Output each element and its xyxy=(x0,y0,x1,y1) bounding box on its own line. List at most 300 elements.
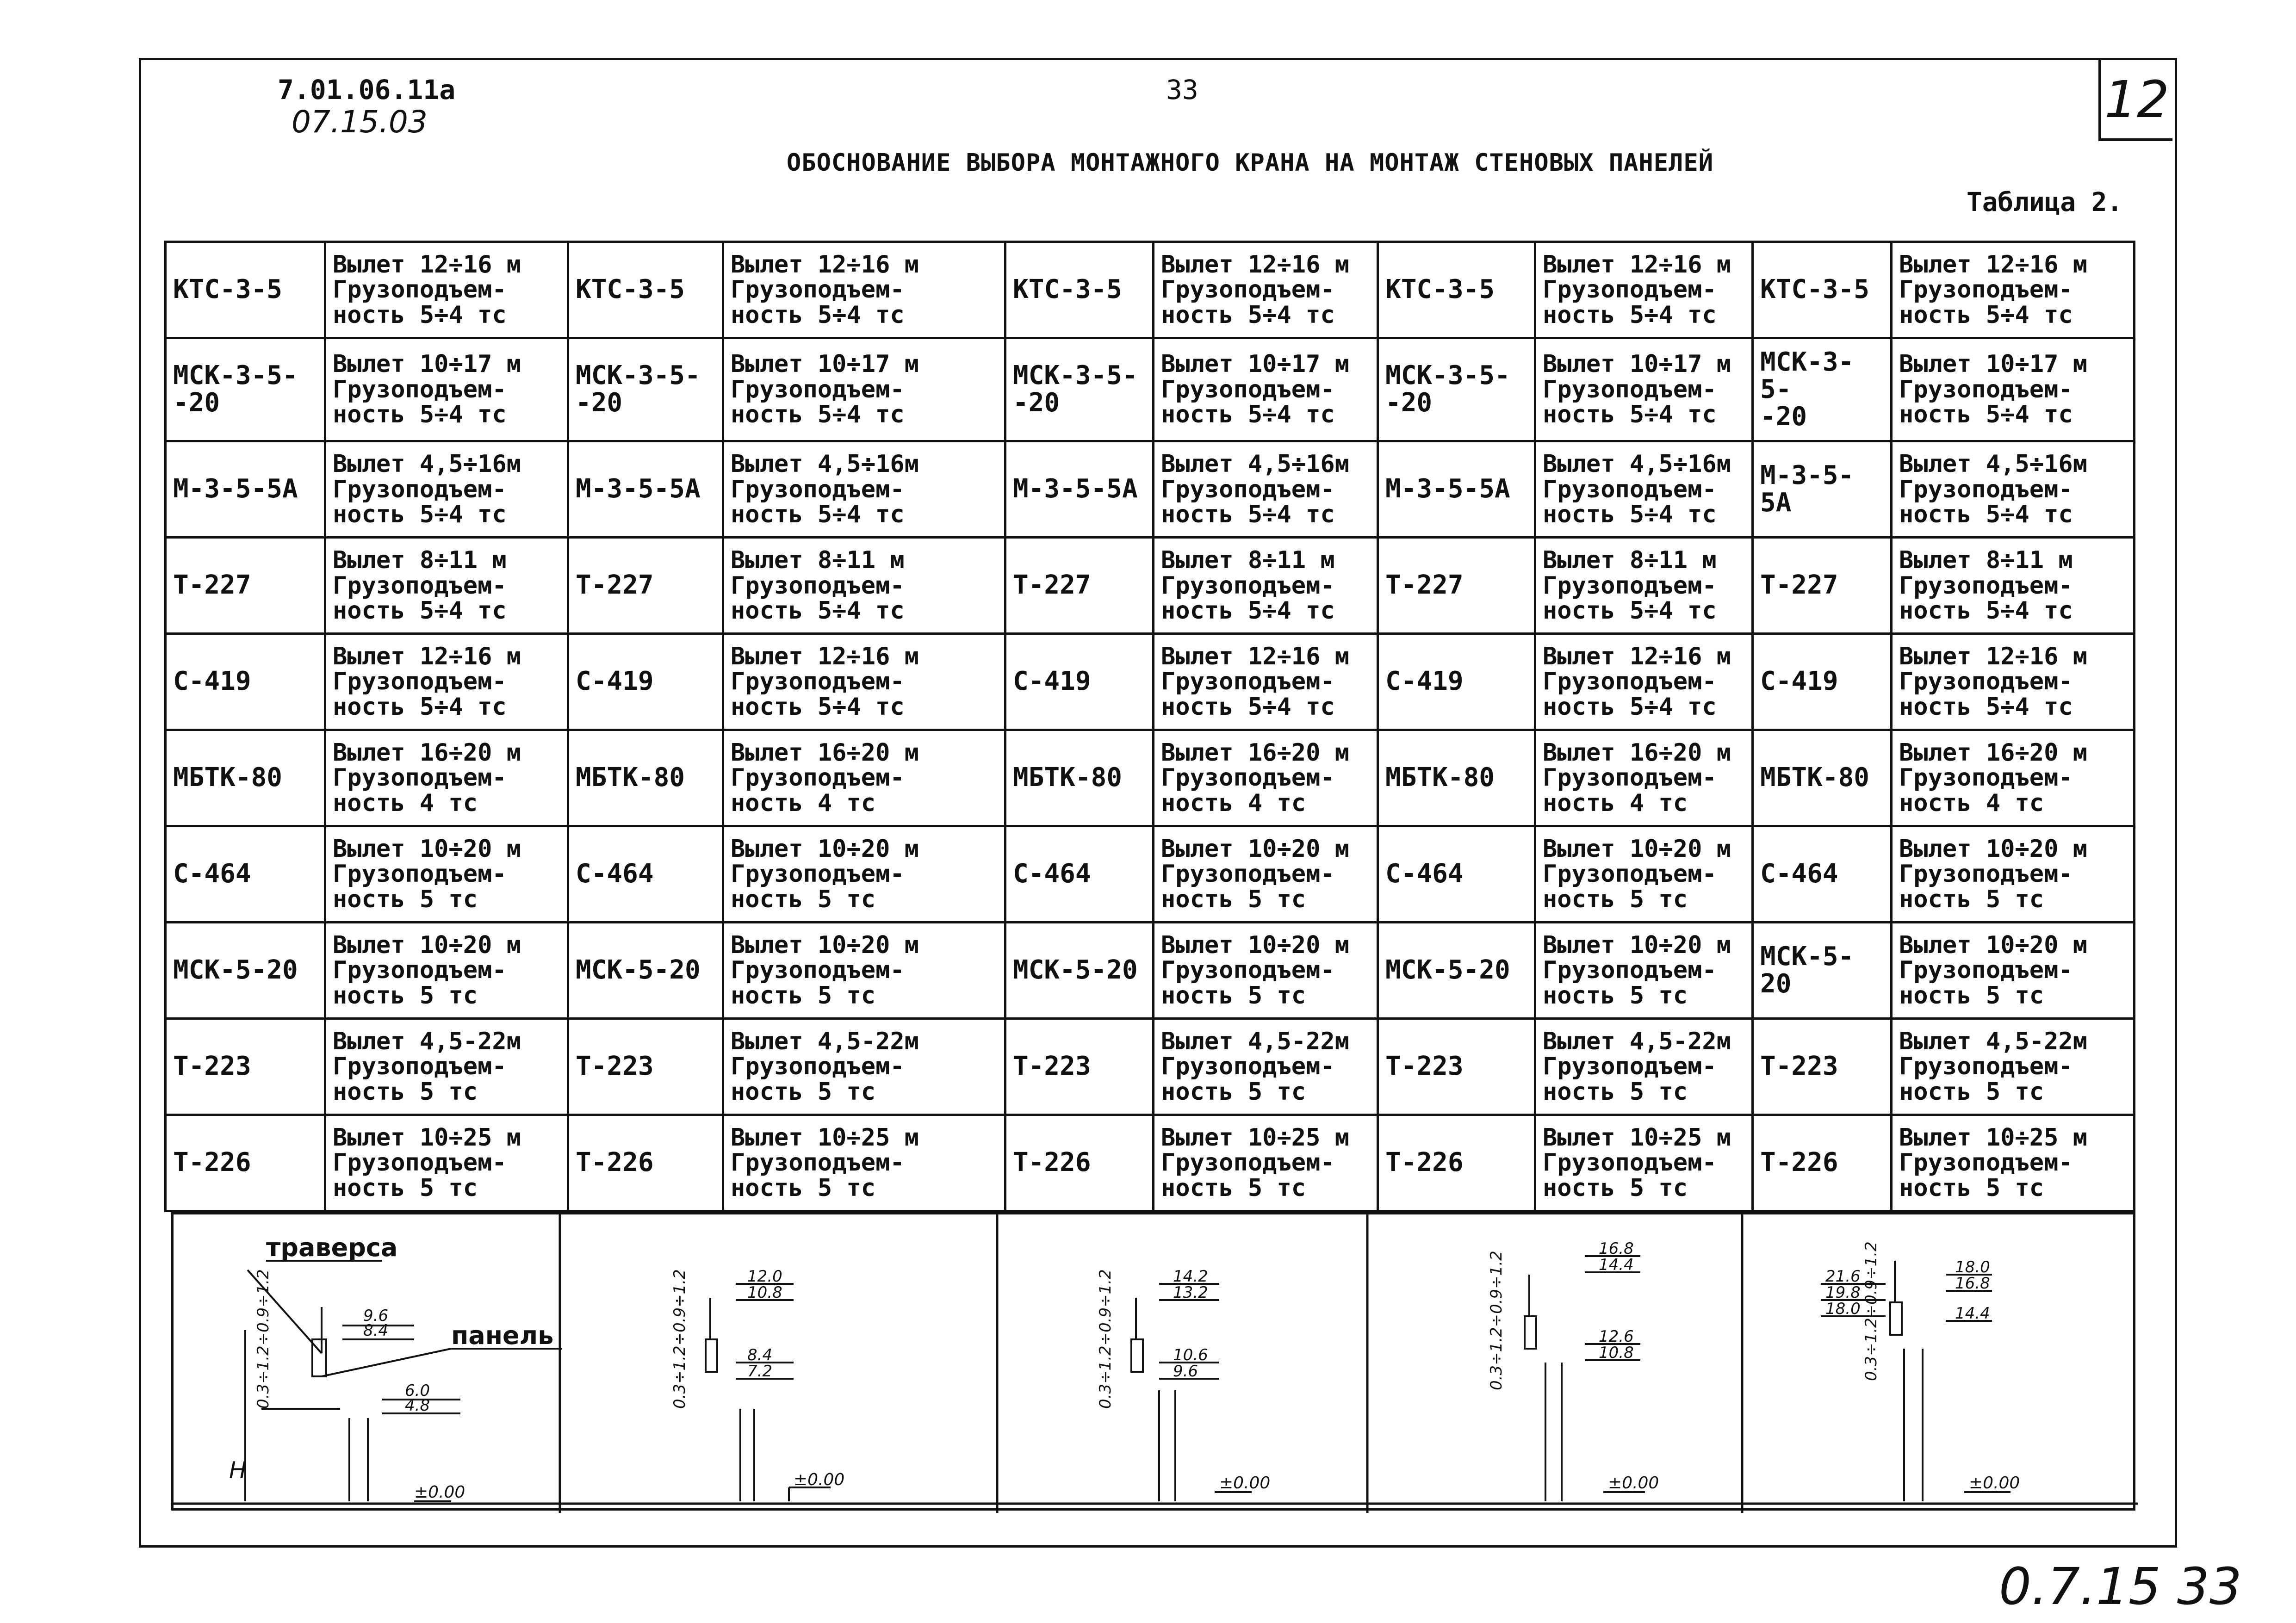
spec-cap2: ность 5÷4 тс xyxy=(333,693,507,721)
spec-cap1: Грузоподъем- xyxy=(1899,475,2073,503)
crane-name: С-464 xyxy=(1753,826,1892,923)
crane-name: МСК-5-20 xyxy=(1753,923,1892,1019)
crane-name: Т-227 xyxy=(1378,538,1535,634)
spec-cap2: ность 5÷4 тс xyxy=(1899,301,2073,329)
crane-spec xyxy=(325,538,568,634)
crane-diagrams xyxy=(174,1214,2138,1513)
document-code: 7.01.06.11a xyxy=(278,74,456,105)
d1-zero: ±0.00 xyxy=(414,1483,465,1502)
crane-name: МБТК-80 xyxy=(1005,730,1154,826)
spec-reach: Вылет 10÷25 м xyxy=(731,1123,919,1152)
crane-spec xyxy=(1892,538,2135,634)
spec-cap1: Грузоподъем- xyxy=(1543,571,1717,600)
crane-spec xyxy=(723,826,1005,923)
crane-name: Т-226 xyxy=(1005,1115,1154,1211)
spec-cap2: ность 4 тс xyxy=(731,789,876,817)
crane-spec xyxy=(1154,730,1378,826)
crane-spec xyxy=(1535,338,1753,441)
diagram-2 xyxy=(706,1284,831,1501)
table-row xyxy=(166,538,2135,634)
spec-cap1: Грузоподъем- xyxy=(1161,375,1335,403)
spec-cap2: ность 5÷4 тс xyxy=(1161,501,1335,529)
spec-reach: Вылет 10÷25 м xyxy=(333,1123,521,1152)
spec-cap1: Грузоподъем- xyxy=(1899,375,2073,403)
spec-cap2: ность 5÷4 тс xyxy=(1899,693,2073,721)
crane-spec xyxy=(1154,634,1378,730)
diagram-4 xyxy=(1525,1256,1645,1501)
crane-spec xyxy=(325,1019,568,1115)
spec-reach: Вылет 10÷20 м xyxy=(333,931,521,959)
table-row xyxy=(166,826,2135,923)
spec-cap2: ность 5÷4 тс xyxy=(731,301,905,329)
spec-cap1: Грузоподъем- xyxy=(333,764,507,792)
spec-cap2: ность 5 тс xyxy=(1899,1078,2044,1106)
crane-name: С-464 xyxy=(166,826,325,923)
crane-name: Т-223 xyxy=(568,1019,723,1115)
crane-spec xyxy=(325,826,568,923)
spec-cap2: ность 5 тс xyxy=(1161,1174,1306,1202)
spec-reach: Вылет 4,5÷16м xyxy=(333,450,521,478)
crane-spec xyxy=(325,242,568,338)
spec-reach: Вылет 4,5-22м xyxy=(1899,1027,2087,1055)
d5-mark-left-2: 19.8 xyxy=(1825,1283,1861,1302)
crane-spec xyxy=(723,242,1005,338)
spec-cap1: Грузоподъем- xyxy=(1899,1053,2073,1081)
spec-cap2: ность 5 тс xyxy=(731,885,876,913)
crane-name: С-419 xyxy=(568,634,723,730)
crane-spec xyxy=(1154,441,1378,538)
spec-reach: Вылет 4,5÷16м xyxy=(1899,450,2087,478)
d2-zero: ±0.00 xyxy=(794,1470,845,1489)
page-number: 33 xyxy=(1166,74,1198,105)
crane-spec xyxy=(1154,923,1378,1019)
spec-reach: Вылет 10÷25 м xyxy=(1161,1123,1349,1152)
crane-spec xyxy=(1535,923,1753,1019)
crane-name: Т-223 xyxy=(1378,1019,1535,1115)
table-row xyxy=(166,634,2135,730)
crane-name: Т-223 xyxy=(166,1019,325,1115)
spec-reach: Вылет 10÷20 м xyxy=(1543,931,1731,959)
spec-cap2: ность 5÷4 тс xyxy=(1161,597,1335,625)
spec-cap1: Грузоподъем- xyxy=(1161,475,1335,503)
spec-cap1: Грузоподъем- xyxy=(1543,668,1717,696)
spec-reach: Вылет 10÷20 м xyxy=(1543,835,1731,863)
spec-cap1: Грузоподъем- xyxy=(333,375,507,403)
spec-reach: Вылет 12÷16 м xyxy=(1543,250,1731,279)
d4-dim-vertical: 0.3÷1.2÷0.9÷1.2 xyxy=(1487,1251,1506,1390)
crane-name: Т-223 xyxy=(1005,1019,1154,1115)
crane-spec xyxy=(1892,826,2135,923)
spec-reach: Вылет 4,5-22м xyxy=(1161,1027,1349,1055)
crane-spec xyxy=(325,634,568,730)
crane-spec xyxy=(1535,730,1753,826)
crane-name: М-3-5-5А xyxy=(166,441,325,538)
spec-cap1: Грузоподъем- xyxy=(1161,668,1335,696)
spec-reach: Вылет 8÷11 м xyxy=(731,546,905,574)
spec-cap1: Грузоподъем- xyxy=(731,571,905,600)
crane-spec xyxy=(1892,730,2135,826)
crane-name: МСК-3-5- -20 xyxy=(568,338,723,441)
spec-cap2: ность 5 тс xyxy=(1543,1078,1688,1106)
spec-cap2: ность 5 тс xyxy=(1543,1174,1688,1202)
d5-mark-right-1: 18.0 xyxy=(1955,1258,1990,1276)
spec-cap1: Грузоподъем- xyxy=(1543,475,1717,503)
crane-name: Т-223 xyxy=(1753,1019,1892,1115)
spec-reach: Вылет 4,5-22м xyxy=(333,1027,521,1055)
table-row xyxy=(166,441,2135,538)
crane-spec xyxy=(325,730,568,826)
crane-spec xyxy=(1535,1115,1753,1211)
spec-cap1: Грузоподъем- xyxy=(1161,860,1335,888)
spec-cap2: ность 5 тс xyxy=(333,1078,478,1106)
spec-cap2: ность 5÷4 тс xyxy=(1543,693,1717,721)
crane-spec xyxy=(325,338,568,441)
d2-mark-4: 7.2 xyxy=(747,1362,773,1381)
spec-cap2: ность 5 тс xyxy=(1899,1174,2044,1202)
spec-reach: Вылет 12÷16 м xyxy=(1899,250,2087,279)
spec-reach: Вылет 10÷17 м xyxy=(1543,350,1731,378)
crane-name: КТС-3-5 xyxy=(166,242,325,338)
spec-cap1: Грузоподъем- xyxy=(731,668,905,696)
d1-mark-4: 4.8 xyxy=(405,1396,430,1415)
spec-reach: Вылет 10÷20 м xyxy=(731,931,919,959)
spec-reach: Вылет 12÷16 м xyxy=(1899,642,2087,670)
spec-cap2: ность 5÷4 тс xyxy=(333,597,507,625)
crane-spec xyxy=(1535,826,1753,923)
crane-spec xyxy=(1892,441,2135,538)
spec-reach: Вылет 10÷17 м xyxy=(731,350,919,378)
crane-name: МСК-3-5- -20 xyxy=(1005,338,1154,441)
spec-cap2: ность 5 тс xyxy=(1899,981,2044,1010)
spec-cap2: ность 5÷4 тс xyxy=(731,693,905,721)
spec-cap2: ность 5÷4 тс xyxy=(1543,401,1717,429)
spec-reach: Вылет 8÷11 м xyxy=(1899,546,2073,574)
spec-cap1: Грузоподъем- xyxy=(1899,571,2073,600)
crane-name: М-3-5-5А xyxy=(1378,441,1535,538)
spec-cap2: ность 5 тс xyxy=(1161,885,1306,913)
spec-cap2: ность 5÷4 тс xyxy=(333,401,507,429)
spec-reach: Вылет 10÷25 м xyxy=(1543,1123,1731,1152)
spec-reach: Вылет 16÷20 м xyxy=(1899,738,2087,767)
crane-spec xyxy=(1154,538,1378,634)
crane-name: КТС-3-5 xyxy=(568,242,723,338)
crane-spec xyxy=(1892,338,2135,441)
crane-spec xyxy=(1535,242,1753,338)
spec-reach: Вылет 12÷16 м xyxy=(1543,642,1731,670)
spec-cap1: Грузоподъем- xyxy=(1543,276,1717,304)
crane-name: МБТК-80 xyxy=(166,730,325,826)
crane-spec xyxy=(723,1019,1005,1115)
d4-zero: ±0.00 xyxy=(1608,1474,1659,1493)
spec-reach: Вылет 10÷20 м xyxy=(1899,835,2087,863)
spec-reach: Вылет 8÷11 м xyxy=(1161,546,1335,574)
spec-cap2: ность 4 тс xyxy=(333,789,478,817)
spec-cap1: Грузоподъем- xyxy=(1161,1053,1335,1081)
spec-reach: Вылет 10÷20 м xyxy=(333,835,521,863)
d2-mark-3: 8.4 xyxy=(747,1346,773,1364)
spec-cap1: Грузоподъем- xyxy=(1899,276,2073,304)
spec-reach: Вылет 4,5÷16м xyxy=(1543,450,1731,478)
d3-mark-4: 9.6 xyxy=(1173,1362,1198,1381)
crane-name: МБТК-80 xyxy=(568,730,723,826)
crane-name: Т-226 xyxy=(1753,1115,1892,1211)
spec-cap1: Грузоподъем- xyxy=(333,1053,507,1081)
spec-cap1: Грузоподъем- xyxy=(731,1149,905,1177)
crane-name: Т-226 xyxy=(568,1115,723,1211)
sheet-number: 12 xyxy=(2104,69,2169,129)
spec-cap1: Грузоподъем- xyxy=(1899,668,2073,696)
spec-reach: Вылет 12÷16 м xyxy=(333,642,521,670)
d5-dim-vertical: 0.3÷1.2÷0.9÷1.2 xyxy=(1862,1241,1880,1381)
spec-cap2: ность 5÷4 тс xyxy=(333,301,507,329)
crane-diagrams-panel xyxy=(171,1212,2135,1511)
crane-spec xyxy=(1154,1019,1378,1115)
d2-dim-vertical: 0.3÷1.2÷0.9÷1.2 xyxy=(670,1269,689,1409)
spec-cap2: ность 5÷4 тс xyxy=(1543,301,1717,329)
spec-cap1: Грузоподъем- xyxy=(1161,764,1335,792)
crane-name: МБТК-80 xyxy=(1378,730,1535,826)
spec-cap1: Грузоподъем- xyxy=(731,276,905,304)
spec-cap1: Грузоподъем- xyxy=(731,475,905,503)
spec-cap1: Грузоподъем- xyxy=(1543,860,1717,888)
crane-spec xyxy=(1154,242,1378,338)
crane-spec xyxy=(1535,441,1753,538)
table-row xyxy=(166,1019,2135,1115)
crane-spec xyxy=(723,338,1005,441)
d3-zero: ±0.00 xyxy=(1219,1474,1271,1493)
spec-reach: Вылет 10÷20 м xyxy=(731,835,919,863)
d3-mark-3: 10.6 xyxy=(1173,1346,1208,1364)
spec-reach: Вылет 4,5-22м xyxy=(1543,1027,1731,1055)
spec-cap2: ность 5 тс xyxy=(333,981,478,1010)
spec-reach: Вылет 16÷20 м xyxy=(1161,738,1349,767)
d2-mark-1: 12.0 xyxy=(747,1267,782,1286)
footer-code-handwritten: 0.7.15 33 xyxy=(1999,1557,2242,1616)
diagram-3 xyxy=(1131,1284,1252,1501)
spec-cap1: Грузоподъем- xyxy=(333,475,507,503)
crane-name: МБТК-80 xyxy=(1753,730,1892,826)
spec-reach: Вылет 4,5-22м xyxy=(731,1027,919,1055)
crane-spec xyxy=(1154,1115,1378,1211)
d3-dim-vertical: 0.3÷1.2÷0.9÷1.2 xyxy=(1096,1269,1115,1409)
spec-cap2: ность 5÷4 тс xyxy=(1161,401,1335,429)
spec-cap1: Грузоподъем- xyxy=(1161,571,1335,600)
crane-name: МСК-5-20 xyxy=(1378,923,1535,1019)
crane-name: С-464 xyxy=(568,826,723,923)
spec-cap2: ность 5÷4 тс xyxy=(731,401,905,429)
spec-cap2: ность 4 тс xyxy=(1161,789,1306,817)
spec-cap1: Грузоподъем- xyxy=(333,571,507,600)
crane-spec xyxy=(723,923,1005,1019)
crane-spec xyxy=(1892,923,2135,1019)
spec-cap2: ность 5÷4 тс xyxy=(1899,597,2073,625)
traverse-label: траверса xyxy=(266,1233,398,1262)
spec-cap2: ность 5÷4 тс xyxy=(1543,501,1717,529)
crane-name: МСК-3-5- -20 xyxy=(1378,338,1535,441)
spec-cap1: Грузоподъем- xyxy=(333,860,507,888)
document-code-handwritten: 07.15.03 xyxy=(292,104,428,140)
crane-spec xyxy=(325,923,568,1019)
crane-name: МСК-5-20 xyxy=(166,923,325,1019)
spec-cap2: ность 5÷4 тс xyxy=(1161,693,1335,721)
spec-cap1: Грузоподъем- xyxy=(333,276,507,304)
spec-cap1: Грузоподъем- xyxy=(731,375,905,403)
crane-name: С-419 xyxy=(1753,634,1892,730)
crane-name: МСК-3-5- -20 xyxy=(166,338,325,441)
crane-spec xyxy=(1892,1019,2135,1115)
table-row xyxy=(166,338,2135,441)
spec-reach: Вылет 8÷11 м xyxy=(333,546,507,574)
crane-name: КТС-3-5 xyxy=(1753,242,1892,338)
crane-spec xyxy=(1892,242,2135,338)
spec-reach: Вылет 16÷20 м xyxy=(333,738,521,767)
spec-reach: Вылет 12÷16 м xyxy=(1161,642,1349,670)
spec-cap2: ность 5÷4 тс xyxy=(333,501,507,529)
d5-mark-right-3: 14.4 xyxy=(1955,1304,1990,1323)
spec-cap2: ность 5÷4 тс xyxy=(731,501,905,529)
crane-spec xyxy=(723,1115,1005,1211)
crane-spec xyxy=(1535,538,1753,634)
crane-name: КТС-3-5 xyxy=(1005,242,1154,338)
spec-reach: Вылет 10÷25 м xyxy=(1899,1123,2087,1152)
spec-cap2: ность 5 тс xyxy=(333,1174,478,1202)
spec-cap2: ность 4 тс xyxy=(1899,789,2044,817)
spec-reach: Вылет 16÷20 м xyxy=(731,738,919,767)
spec-cap1: Грузоподъем- xyxy=(731,956,905,985)
crane-name: С-464 xyxy=(1005,826,1154,923)
spec-cap2: ность 5 тс xyxy=(1161,1078,1306,1106)
crane-spec xyxy=(723,538,1005,634)
spec-cap1: Грузоподъем- xyxy=(1161,956,1335,985)
spec-cap2: ность 5÷4 тс xyxy=(1899,501,2073,529)
spec-cap2: ность 5 тс xyxy=(731,1078,876,1106)
table-row xyxy=(166,242,2135,338)
spec-cap1: Грузоподъем- xyxy=(1899,956,2073,985)
spec-cap2: ность 5÷4 тс xyxy=(1161,301,1335,329)
d3-mark-2: 13.2 xyxy=(1173,1283,1208,1302)
spec-cap2: ность 5 тс xyxy=(731,981,876,1010)
crane-name: С-419 xyxy=(166,634,325,730)
spec-cap2: ность 5 тс xyxy=(333,885,478,913)
crane-name: МСК-5-20 xyxy=(568,923,723,1019)
crane-name: МСК-3-5- -20 xyxy=(1753,338,1892,441)
sheet-number-box xyxy=(2098,60,2172,141)
spec-reach: Вылет 10÷20 м xyxy=(1899,931,2087,959)
spec-cap1: Грузоподъем- xyxy=(1543,1149,1717,1177)
d4-mark-1: 16.8 xyxy=(1599,1239,1634,1258)
document-title: ОБОСНОВАНИЕ ВЫБОРА МОНТАЖНОГО КРАНА НА МОНТАЖ СТЕНОВЫХ ПАНЕЛЕЙ xyxy=(787,149,1714,177)
crane-spec xyxy=(1892,1115,2135,1211)
spec-cap2: ность 5÷4 тс xyxy=(1899,401,2073,429)
crane-name: Т-227 xyxy=(1753,538,1892,634)
height-label: H xyxy=(229,1457,247,1484)
diagram-1 xyxy=(245,1261,562,1501)
spec-reach: Вылет 12÷16 м xyxy=(731,642,919,670)
table-row xyxy=(166,1115,2135,1211)
spec-cap1: Грузоподъем- xyxy=(333,668,507,696)
spec-reach: Вылет 12÷16 м xyxy=(1161,250,1349,279)
spec-cap1: Грузоподъем- xyxy=(1899,1149,2073,1177)
crane-spec xyxy=(1892,634,2135,730)
spec-reach: Вылет 10÷20 м xyxy=(1161,931,1349,959)
table-row xyxy=(166,730,2135,826)
d5-mark-left-3: 18.0 xyxy=(1825,1300,1861,1318)
spec-cap1: Грузоподъем- xyxy=(731,764,905,792)
spec-cap1: Грузоподъем- xyxy=(1543,1053,1717,1081)
d1-mark-1: 9.6 xyxy=(363,1307,389,1325)
spec-cap2: ность 5 тс xyxy=(1899,885,2044,913)
crane-spec xyxy=(1535,634,1753,730)
table-row xyxy=(166,923,2135,1019)
crane-name: Т-227 xyxy=(1005,538,1154,634)
spec-cap1: Грузоподъем- xyxy=(333,1149,507,1177)
crane-name: Т-227 xyxy=(568,538,723,634)
spec-cap2: ность 5 тс xyxy=(1543,885,1688,913)
crane-name: Т-226 xyxy=(166,1115,325,1211)
spec-cap1: Грузоподъем- xyxy=(1161,1149,1335,1177)
spec-reach: Вылет 16÷20 м xyxy=(1543,738,1731,767)
spec-reach: Вылет 12÷16 м xyxy=(731,250,919,279)
spec-reach: Вылет 4,5÷16м xyxy=(731,450,919,478)
spec-cap2: ность 5 тс xyxy=(1543,981,1688,1010)
panel-label: панель xyxy=(451,1321,554,1350)
spec-cap1: Грузоподъем- xyxy=(1543,375,1717,403)
d5-mark-left-1: 21.6 xyxy=(1825,1267,1861,1286)
d5-mark-right-2: 16.8 xyxy=(1955,1274,1990,1293)
spec-reach: Вылет 4,5÷16м xyxy=(1161,450,1349,478)
crane-spec xyxy=(723,441,1005,538)
d1-dim-vertical: 0.3÷1.2÷0.9÷1.2 xyxy=(254,1269,273,1409)
d3-mark-1: 14.2 xyxy=(1173,1267,1208,1286)
spec-cap1: Грузоподъем- xyxy=(1161,276,1335,304)
d4-mark-2: 14.4 xyxy=(1599,1256,1634,1274)
crane-table xyxy=(164,241,2135,1212)
crane-name: С-419 xyxy=(1005,634,1154,730)
crane-spec xyxy=(723,730,1005,826)
crane-spec xyxy=(1535,1019,1753,1115)
spec-reach: Вылет 10÷17 м xyxy=(1899,350,2087,378)
d1-mark-3: 6.0 xyxy=(405,1381,430,1400)
crane-spec xyxy=(1154,338,1378,441)
crane-name: МСК-5-20 xyxy=(1005,923,1154,1019)
crane-spec xyxy=(325,441,568,538)
d4-mark-4: 10.8 xyxy=(1599,1344,1634,1362)
crane-name: М-3-5-5А xyxy=(1005,441,1154,538)
spec-cap1: Грузоподъем- xyxy=(731,860,905,888)
crane-name: С-419 xyxy=(1378,634,1535,730)
spec-reach: Вылет 10÷17 м xyxy=(1161,350,1349,378)
table-label: Таблица 2. xyxy=(1967,187,2123,217)
crane-name: Т-226 xyxy=(1378,1115,1535,1211)
spec-reach: Вылет 12÷16 м xyxy=(333,250,521,279)
d1-mark-2: 8.4 xyxy=(363,1321,389,1340)
crane-name: М-3-5-5А xyxy=(568,441,723,538)
spec-cap1: Грузоподъем- xyxy=(1899,764,2073,792)
spec-cap2: ность 5 тс xyxy=(731,1174,876,1202)
crane-name: С-464 xyxy=(1378,826,1535,923)
d5-zero: ±0.00 xyxy=(1969,1474,2020,1493)
spec-cap2: ность 5÷4 тс xyxy=(1543,597,1717,625)
spec-cap2: ность 5÷4 тс xyxy=(731,597,905,625)
spec-reach: Вылет 10÷20 м xyxy=(1161,835,1349,863)
spec-reach: Вылет 10÷17 м xyxy=(333,350,521,378)
spec-cap1: Грузоподъем- xyxy=(1899,860,2073,888)
crane-name: Т-227 xyxy=(166,538,325,634)
spec-cap1: Грузоподъем- xyxy=(731,1053,905,1081)
d4-mark-3: 12.6 xyxy=(1599,1327,1634,1346)
crane-spec xyxy=(1154,826,1378,923)
spec-reach: Вылет 8÷11 м xyxy=(1543,546,1717,574)
